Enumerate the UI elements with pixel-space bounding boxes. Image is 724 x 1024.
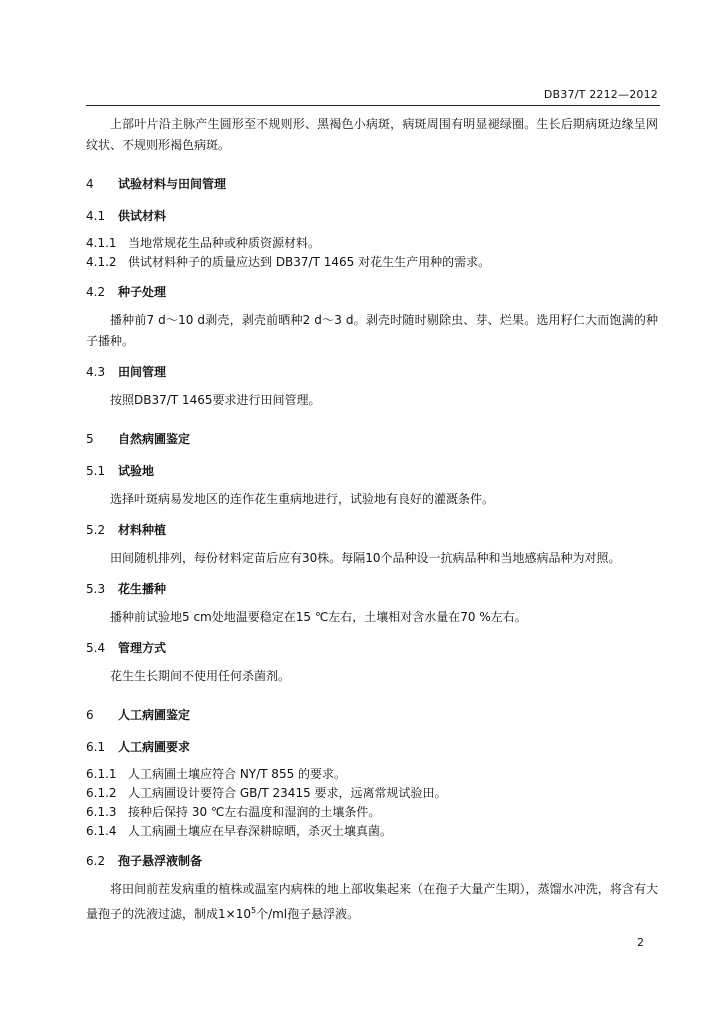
section-paragraph: 选择叶斑病易发地区的连作花生重病地进行，试验地有良好的灌溉条件。: [110, 492, 495, 506]
document-id: DB37/T 2212—2012: [543, 88, 658, 101]
section-number: 6.1: [86, 740, 106, 754]
clause-number: 6.1.3: [86, 805, 117, 819]
section-title: 人工病圃要求: [118, 740, 191, 754]
section-number: 5.4: [86, 641, 106, 655]
section-paragraph: 播种前试验地5 cm处地温要稳定在15 ℃左右，土壤相对含水量在70 %左右。: [110, 610, 527, 624]
clause-item: [86, 803, 658, 822]
section-paragraph: 播种前7 d～10 d剥壳，剥壳前晒种2 d～3 d。剥壳时随时剔除虫、芽、烂果。选用籽仁大而饱满的种子播种。: [86, 313, 658, 348]
section-number: 4.3: [86, 365, 106, 379]
section-6-1-heading: [86, 737, 658, 757]
section-paragraph: 花生生长期间不使用任何杀菌剂。: [110, 669, 291, 683]
section-title: 试验材料与田间管理: [118, 177, 227, 191]
clause-number: 6.1.4: [86, 824, 117, 838]
section-title: 供试材料: [118, 209, 167, 223]
clause-item: [86, 784, 658, 803]
section-title: 管理方式: [118, 641, 167, 655]
clause-text: 接种后保持 30 ℃左右温度和湿润的土壤条件。: [128, 805, 381, 819]
clause-text: 人工病圃设计要符合 GB/T 23415 要求，远离常规试验田。: [128, 786, 447, 800]
clause-item: [86, 765, 658, 784]
section-paragraph: 田间随机排列，每份材料定苗后应有30株。每隔10个品种设一抗病品种和当地感病品种为对照。: [110, 551, 621, 565]
section-5-heading: [86, 429, 658, 449]
section-title: 孢子悬浮液制备: [118, 854, 203, 868]
section-number: 6: [86, 708, 94, 722]
clause-text: 当地常规花生品种或种质资源材料。: [128, 236, 321, 250]
clause-text: 人工病圃土壤应符合 NY/T 855 的要求。: [128, 767, 347, 781]
section-5-1-heading: [86, 461, 658, 481]
clause-number: 4.1.1: [86, 236, 117, 250]
section-title: 田间管理: [118, 365, 167, 379]
intro-paragraph: 上部叶片沿主脉产生圆形至不规则形、黑褐色小病斑，病斑周围有明显褪绿圈。生长后期病斑边缘呈网纹状、不规则形褐色病斑。: [86, 117, 658, 152]
section-4-1-heading: [86, 206, 658, 226]
section-number: 5.3: [86, 582, 106, 596]
section-5-2-heading: [86, 520, 658, 540]
clause-number: 4.1.2: [86, 255, 117, 269]
paragraph-text: 个/ml孢子悬浮液。: [256, 907, 360, 921]
clause-text: 人工病圃土壤应在早春深耕晾晒，杀灭土壤真菌。: [128, 824, 393, 838]
clause-item: [86, 234, 658, 253]
clause-number: 6.1.2: [86, 786, 117, 800]
section-title: 材料种植: [118, 523, 167, 537]
section-paragraph: [86, 879, 658, 925]
clause-item: [86, 253, 658, 272]
superscript-exponent: 5: [250, 906, 257, 915]
section-5-4-heading: [86, 638, 658, 658]
section-title: 人工病圃鉴定: [118, 708, 191, 722]
section-4-2-heading: [86, 282, 658, 302]
section-number: 4: [86, 177, 94, 191]
section-paragraph: 按照DB37/T 1465要求进行田间管理。: [110, 393, 321, 407]
section-number: 5.2: [86, 523, 106, 537]
section-title: 种子处理: [118, 285, 167, 299]
section-4-3-heading: [86, 362, 658, 382]
section-number: 6.2: [86, 854, 106, 868]
section-title: 花生播种: [118, 582, 167, 596]
clause-number: 6.1.1: [86, 767, 117, 781]
clause-item: [86, 822, 658, 841]
section-number: 4.1: [86, 209, 106, 223]
header-rule: [86, 105, 660, 106]
section-6-2-heading: [86, 851, 658, 871]
section-title: 自然病圃鉴定: [118, 432, 191, 446]
section-number: 5.1: [86, 464, 106, 478]
section-number: 5: [86, 432, 94, 446]
page-number: 2: [637, 936, 644, 949]
paragraph-text: 将田间前茬发病重的植株或温室内病株的地上部收集起来（在孢子大量产生期），蒸馏水冲洗，将含有大量孢子的洗液过滤，制成1×10: [86, 882, 658, 921]
section-6-heading: [86, 705, 658, 725]
section-5-3-heading: [86, 579, 658, 599]
section-number: 4.2: [86, 285, 106, 299]
section-4-heading: [86, 174, 658, 194]
document-body: [86, 114, 658, 925]
clause-text: 供试材料种子的质量应达到 DB37/T 1465 对花生生产用种的需求。: [128, 255, 491, 269]
section-title: 试验地: [118, 464, 155, 478]
